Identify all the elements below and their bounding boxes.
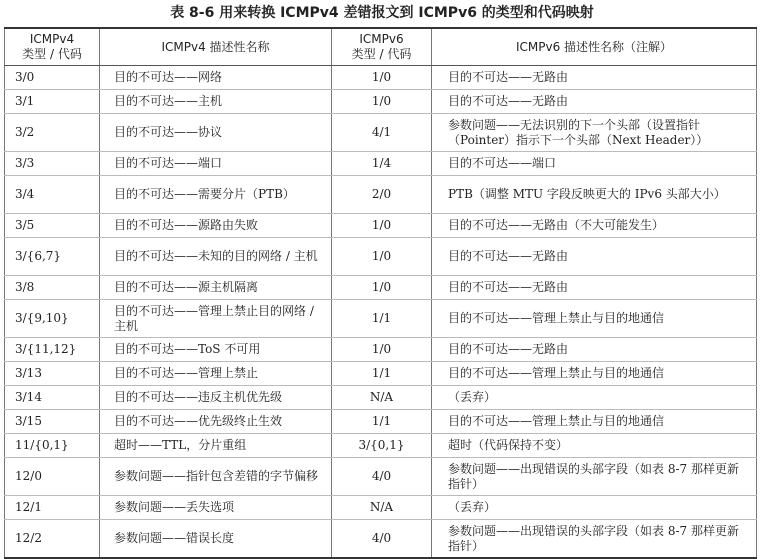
cell-icmpv6-code: 1/0 <box>332 238 432 276</box>
cell-icmpv6-desc: 目的不可达——无路由（不大可能发生） <box>432 214 757 238</box>
cell-icmpv4-code: 3/14 <box>5 386 100 410</box>
cell-icmpv6-code: 1/4 <box>332 152 432 176</box>
cell-icmpv4-desc: 目的不可达——违反主机优先级 <box>100 386 332 410</box>
cell-icmpv6-code: N/A <box>332 496 432 520</box>
cell-icmpv4-code: 3/13 <box>5 362 100 386</box>
cell-icmpv4-code: 3/1 <box>5 90 100 114</box>
cell-icmpv6-code: 3/{0,1} <box>332 434 432 458</box>
cell-icmpv6-desc: 目的不可达——无路由 <box>432 338 757 362</box>
cell-icmpv4-code: 3/15 <box>5 410 100 434</box>
cell-icmpv4-desc: 目的不可达——需要分片（PTB） <box>100 176 332 214</box>
cell-icmpv6-code: 1/0 <box>332 214 432 238</box>
cell-icmpv4-desc: 参数问题——丢失选项 <box>100 496 332 520</box>
cell-icmpv4-desc: 目的不可达——管理上禁止 <box>100 362 332 386</box>
table-row <box>5 338 757 362</box>
cell-icmpv4-code: 3/8 <box>5 276 100 300</box>
cell-icmpv4-desc: 超时——TTL，分片重组 <box>100 434 332 458</box>
cell-icmpv6-desc: 参数问题——无法识别的下一个头部（设置指针（Pointer）指示下一个头部（Next Header）） <box>432 114 757 152</box>
cell-icmpv4-code: 11/{0,1} <box>5 434 100 458</box>
cell-icmpv4-desc: 目的不可达——管理上禁止目的网络 / 主机 <box>100 300 332 338</box>
cell-icmpv4-desc: 参数问题——错误长度 <box>100 520 332 559</box>
cell-icmpv6-code: 4/0 <box>332 458 432 496</box>
cell-icmpv4-desc: 目的不可达——端口 <box>100 152 332 176</box>
cell-icmpv6-desc: PTB（调整 MTU 字段反映更大的 IPv6 头部大小） <box>432 176 757 214</box>
cell-icmpv4-desc: 目的不可达——源路由失败 <box>100 214 332 238</box>
cell-icmpv6-desc: 参数问题——出现错误的头部字段（如表 8-7 那样更新指针） <box>432 520 757 559</box>
cell-icmpv4-code: 3/4 <box>5 176 100 214</box>
cell-icmpv6-desc: 目的不可达——管理上禁止与目的地通信 <box>432 410 757 434</box>
cell-icmpv6-desc: 目的不可达——无路由 <box>432 238 757 276</box>
cell-icmpv6-desc: （丢弃） <box>432 386 757 410</box>
cell-icmpv4-desc: 目的不可达——主机 <box>100 90 332 114</box>
table-body <box>5 66 757 559</box>
table-row <box>5 410 757 434</box>
cell-icmpv6-desc: 目的不可达——无路由 <box>432 90 757 114</box>
cell-icmpv4-code: 3/2 <box>5 114 100 152</box>
cell-icmpv6-desc: 目的不可达——管理上禁止与目的地通信 <box>432 300 757 338</box>
table-row <box>5 458 757 496</box>
table-row <box>5 362 757 386</box>
cell-icmpv6-code: 1/0 <box>332 90 432 114</box>
table-row <box>5 520 757 559</box>
cell-icmpv4-desc: 目的不可达——ToS 不可用 <box>100 338 332 362</box>
cell-icmpv6-desc: 目的不可达——无路由 <box>432 276 757 300</box>
mapping-table <box>4 27 757 559</box>
table-row <box>5 300 757 338</box>
header-icmpv4-code: ICMPv4 类型 / 代码 <box>5 28 100 66</box>
cell-icmpv4-code: 12/2 <box>5 520 100 559</box>
cell-icmpv4-code: 3/3 <box>5 152 100 176</box>
cell-icmpv6-desc: （丢弃） <box>432 496 757 520</box>
table-header-row <box>5 28 757 66</box>
cell-icmpv6-code: N/A <box>332 386 432 410</box>
cell-icmpv6-code: 2/0 <box>332 176 432 214</box>
table-row <box>5 214 757 238</box>
cell-icmpv4-code: 12/1 <box>5 496 100 520</box>
cell-icmpv6-code: 4/0 <box>332 520 432 559</box>
cell-icmpv4-desc: 目的不可达——源主机隔离 <box>100 276 332 300</box>
table-row <box>5 276 757 300</box>
cell-icmpv6-code: 1/1 <box>332 410 432 434</box>
table-caption: 表 8-6 用来转换 ICMPv4 差错报文到 ICMPv6 的类型和代码映射 <box>170 5 594 21</box>
cell-icmpv6-desc: 目的不可达——无路由 <box>432 66 757 90</box>
cell-icmpv4-code: 3/{6,7} <box>5 238 100 276</box>
cell-icmpv6-desc: 参数问题——出现错误的头部字段（如表 8-7 那样更新指针） <box>432 458 757 496</box>
header-icmpv6-code: ICMPv6 类型 / 代码 <box>332 28 432 66</box>
header-icmpv6-desc: ICMPv6 描述性名称（注解） <box>432 28 757 66</box>
table-row <box>5 496 757 520</box>
cell-icmpv6-desc: 超时（代码保持不变） <box>432 434 757 458</box>
cell-icmpv6-desc: 目的不可达——管理上禁止与目的地通信 <box>432 362 757 386</box>
cell-icmpv4-desc: 目的不可达——协议 <box>100 114 332 152</box>
table-row <box>5 176 757 214</box>
cell-icmpv4-desc: 目的不可达——优先级终止生效 <box>100 410 332 434</box>
cell-icmpv6-code: 1/0 <box>332 276 432 300</box>
table-row <box>5 66 757 90</box>
cell-icmpv4-desc: 参数问题——指针包含差错的字节偏移 <box>100 458 332 496</box>
table-row <box>5 386 757 410</box>
cell-icmpv4-desc: 目的不可达——网络 <box>100 66 332 90</box>
table-row <box>5 238 757 276</box>
table-row <box>5 434 757 458</box>
cell-icmpv4-code: 12/0 <box>5 458 100 496</box>
cell-icmpv6-code: 4/1 <box>332 114 432 152</box>
cell-icmpv4-code: 3/{11,12} <box>5 338 100 362</box>
cell-icmpv6-code: 1/1 <box>332 300 432 338</box>
table-row <box>5 90 757 114</box>
table-row <box>5 114 757 152</box>
cell-icmpv6-code: 1/0 <box>332 338 432 362</box>
header-icmpv4-desc: ICMPv4 描述性名称 <box>100 28 332 66</box>
table-row <box>5 152 757 176</box>
cell-icmpv6-code: 1/0 <box>332 66 432 90</box>
cell-icmpv4-code: 3/0 <box>5 66 100 90</box>
cell-icmpv4-code: 3/5 <box>5 214 100 238</box>
cell-icmpv4-code: 3/{9,10} <box>5 300 100 338</box>
cell-icmpv6-desc: 目的不可达——端口 <box>432 152 757 176</box>
cell-icmpv4-desc: 目的不可达——未知的目的网络 / 主机 <box>100 238 332 276</box>
cell-icmpv6-code: 1/1 <box>332 362 432 386</box>
